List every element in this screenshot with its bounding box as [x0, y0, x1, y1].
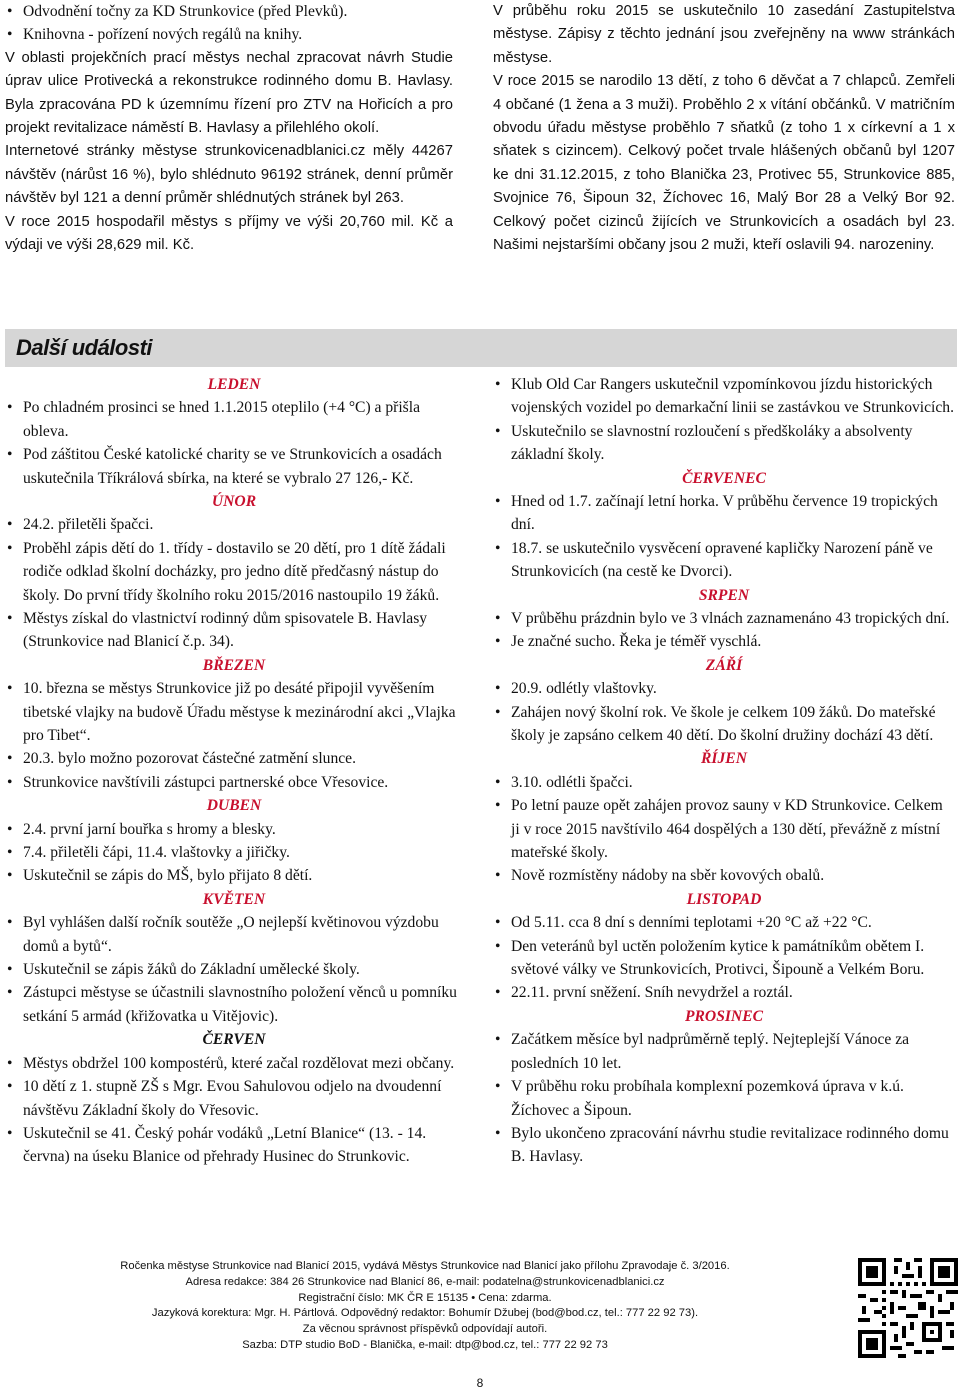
- section-banner: [5, 329, 957, 367]
- list-item: • Den veteránů byl uctěn položením kytice k památníkům obětem I. světové války ve Strunkovicích, Protivci, Šipouně a Velkém Boru.: [493, 935, 955, 982]
- list-item: • Knihovna - pořízení nových regálů na knihy.: [5, 23, 453, 46]
- events-november: [493, 911, 955, 1005]
- list-item: • 10 dětí z 1. stupně ZŠ s Mgr. Evou Sahulovou odjelo na dvoudenní návštěvu Základní školy do Vřesovic.: [5, 1075, 463, 1122]
- events-august: [493, 607, 955, 654]
- paragraph-website: Internetové stránky městyse strunkovicenadblanici.cz měly 44267 návštěv (nárůst 16 %), bylo shlédnuto 96192 stránek, denní průměr návštěv byl 121 a denní průměr shlédnutých stránek byl 263.: [5, 143, 453, 207]
- list-item: • Zahájen nový školní rok. Ve škole je celkem 109 žáků. Do mateřské školy je zapsáno celkem 40 dětí. Do školní družiny dochází 43 dětí.: [493, 701, 955, 748]
- paragraph-registry: V roce 2015 se narodilo 13 dětí, z toho 6 děvčat a 7 chlapců. Zemřeli 4 občané (1 žena a 3 muži). Proběhlo 2 x vítání občánků. V matričním obvodu úřadu městyse proběhlo 7 sňatků (z toho 1 x církevní a 1 x sňatek s cizincem). Celkový počet trvale hlášených občanů byl 1207 ke dni 31.12.2015, z toho Blanička 23, Protivec 55, Strunkovice 885, Svojnice 76, Šipoun 32, Žíchovec 16, Malý Bor 28 a Velký Bor 92. Celkový počet cizinců žijících ve Strunkovicích a osadách byl 23. Našimi nejstaršími občany jsou 2 muži, kteří oslavili 94. narozeniny.: [493, 73, 955, 254]
- events-left-column: [5, 373, 463, 1169]
- paragraph-projects: V oblasti projekčních prací městys nechal zpracovat návrh Studie úprav ulice Protivecká a rekonstrukce rodinného domu B. Havlasy. Byla zpracována PD k územnímu řízení pro ZTV na Hořicích a pro projekt revitalizace náměstí B. Havlasy a přilehlého okolí.: [5, 49, 453, 137]
- imprint-line: Jazyková korektura: Mgr. H. Pártlová. Odpovědný redaktor: Bohumír Džubej (bod@bod.cz, tel.: 777 22 92 73).: [151, 1307, 699, 1320]
- imprint-line: Sazba: DTP studio BoD - Blanička, e-mail: dtp@bod.cz, tel.: 777 22 92 73: [242, 1338, 608, 1351]
- list-item: • Odvodnění točny za KD Strunkovice (před Plevků).: [5, 0, 453, 23]
- month-heading-october: ŘÍJEN: [701, 750, 747, 768]
- events-july: [493, 490, 955, 584]
- list-item: • Uskutečnilo se slavnostní rozloučení s předškoláky a absolventy základní školy.: [493, 420, 955, 467]
- top-left-bullets: [5, 0, 453, 47]
- list-item: • Pod záštitou České katolické charity se ve Strunkovicích a osadách uskutečnila Tříkrálová sbírka, na které se vybralo 27 126,- Kč.: [5, 443, 463, 490]
- events-june-continued: [493, 373, 955, 467]
- list-item: • 22.11. první sněžení. Sníh nevydržel a roztál.: [493, 981, 955, 1004]
- list-item: • Uskutečnil se 41. Český pohár vodáků „Letní Blanice“ (13. - 14. června) na úseku Blanice od přehrady Husinec do Strunkovic.: [5, 1122, 463, 1169]
- month-heading-march: BŘEZEN: [202, 656, 266, 674]
- month-heading-december: PROSINEC: [685, 1007, 763, 1025]
- events-february: [5, 513, 463, 653]
- list-item: • Uskutečnil se zápis žáků do Základní umělecké školy.: [5, 958, 463, 981]
- imprint-line: Ročenka městyse Strunkovice nad Blanicí 2015, vydává Městys Strunkovice nad Blanicí jako přílohu Zpravodaje č. 3/2016.: [120, 1260, 730, 1272]
- events-january: [5, 396, 463, 490]
- imprint-line: Adresa redakce: 384 26 Strunkovice nad Blanicí 86, e-mail: podatelna@strunkovicenadblanici.cz: [185, 1275, 665, 1288]
- imprint-footer: [5, 1259, 845, 1354]
- list-item: • V průběhu roku probíhala komplexní pozemková úprava v k.ú. Žíchovec a Šipoun.: [493, 1075, 955, 1122]
- list-item: • Začátkem měsíce byl nadprůměrně teplý. Nejteplejší Vánoce za posledních 10 let.: [493, 1028, 955, 1075]
- list-item: • Městys obdržel 100 kompostérů, které začal rozdělovat mezi občany.: [5, 1052, 463, 1075]
- list-item: • Zástupci městyse se účastnili slavnostního položení věnců u pomníku setkání 5 armád (křižovatka u Vitějovic).: [5, 981, 463, 1028]
- month-heading-november: LISTOPAD: [686, 890, 762, 908]
- paragraph-council: V průběhu roku 2015 se uskutečnilo 10 zasedání Zastupitelstva městyse. Zápisy z těchto jednání jsou zveřejněny na www stránkách městyse.: [493, 3, 955, 66]
- paragraph-budget: V roce 2015 hospodařil městys s příjmy ve výši 20,760 mil. Kč a výdaji ve výši 28,629 mil. Kč.: [5, 213, 453, 254]
- events-september: [493, 677, 955, 747]
- month-heading-february: ÚNOR: [211, 493, 257, 511]
- list-item: • Je značné sucho. Řeka je téměř vyschlá.: [493, 630, 955, 653]
- events-march: [5, 677, 463, 794]
- month-heading-june: ČERVEN: [202, 1031, 266, 1049]
- section-title: Další události: [16, 335, 153, 360]
- qr-code-icon: [858, 1258, 958, 1358]
- list-item: • Klub Old Car Rangers uskutečnil vzpomínkovou jízdu historických vojenských vozidel po demarkační linii se zastávkou ve Strunkovicích.: [493, 373, 955, 420]
- list-item: • Uskutečnil se zápis do MŠ, bylo přijato 8 dětí.: [5, 864, 463, 887]
- events-right-column: [493, 373, 955, 1169]
- list-item: • 18.7. se uskutečnilo vysvěcení opravené kapličky Narození páně ve Strunkovicích (na cestě ke Dvorci).: [493, 537, 955, 584]
- month-heading-september: ZÁŘÍ: [705, 656, 743, 674]
- imprint-line: Za věcnou správnost příspěvků odpovídají autoři.: [302, 1323, 548, 1336]
- events-june: [5, 1052, 463, 1169]
- list-item: • Bylo ukončeno zpracování návrhu studie revitalizace rodinného domu B. Havlasy.: [493, 1122, 955, 1169]
- month-heading-july: ČERVENEC: [682, 469, 766, 487]
- events-october: [493, 771, 955, 888]
- list-item: • 20.9. odlétly vlaštovky.: [493, 677, 955, 700]
- events-december: [493, 1028, 955, 1168]
- events-may: [5, 911, 463, 1028]
- list-item: • Od 5.11. cca 8 dní s denními teplotami +20 °C až +22 °C.: [493, 911, 955, 934]
- month-heading-april: DUBEN: [206, 797, 262, 815]
- list-item: • 3.10. odlétli špačci.: [493, 771, 955, 794]
- list-item: • Strunkovice navštívili zástupci partnerské obce Vřesovice.: [5, 771, 463, 794]
- list-item: • V průběhu prázdnin bylo ve 3 vlnách zaznamenáno 43 tropických dní.: [493, 607, 955, 630]
- list-item: • 7.4. přiletěli čápi, 11.4. vlaštovky a jiřičky.: [5, 841, 463, 864]
- list-item: • 20.3. bylo možno pozorovat částečné zatmění slunce.: [5, 747, 463, 770]
- list-item: • Po letní pauze opět zahájen provoz sauny v KD Strunkovice. Celkem ji v roce 2015 navštívilo 464 dospělých a 130 dětí, převážně z místní mateřské školy.: [493, 794, 955, 864]
- list-item: • 24.2. přiletěli špačci.: [5, 513, 463, 536]
- top-right-column: [493, 0, 955, 257]
- page-number: 8: [476, 1376, 484, 1390]
- list-item: • 2.4. první jarní bouřka s hromy a blesky.: [5, 818, 463, 841]
- list-item: • Po chladném prosinci se hned 1.1.2015 oteplilo (+4 °C) a přišla obleva.: [5, 396, 463, 443]
- top-left-column: [5, 0, 453, 257]
- month-heading-january: LEDEN: [207, 376, 261, 393]
- imprint-line: Registrační číslo: MK ČR E 15135 • Cena: zdarma.: [298, 1291, 552, 1304]
- list-item: • Městys získal do vlastnictví rodinný dům spisovatele B. Havlasy (Strunkovice nad Blanicí č.p. 34).: [5, 607, 463, 654]
- list-item: • 10. března se městys Strunkovice již po desáté připojil vyvěšením tibetské vlajky na budově Úřadu městyse k mezinárodní akci „Vlajka pro Tibet“.: [5, 677, 463, 747]
- list-item: • Hned od 1.7. začínají letní horka. V průběhu července 19 tropických dní.: [493, 490, 955, 537]
- month-heading-august: SRPEN: [698, 586, 750, 604]
- list-item: • Nově rozmístěny nádoby na sběr kovových obalů.: [493, 864, 955, 887]
- list-item: • Proběhl zápis dětí do 1. třídy - dostavilo se 20 dětí, pro 1 dítě žádali rodiče odklad školní docházky, pro jedno dítě předčasný nástup do školy. Do první třídy školního roku 2015/2016 nastoupilo 19 žáků.: [5, 537, 463, 607]
- events-april: [5, 818, 463, 888]
- month-heading-may: KVĚTEN: [202, 890, 266, 908]
- list-item: • Byl vyhlášen další ročník soutěže „O nejlepší květinovou výzdobu domů a bytů“.: [5, 911, 463, 958]
